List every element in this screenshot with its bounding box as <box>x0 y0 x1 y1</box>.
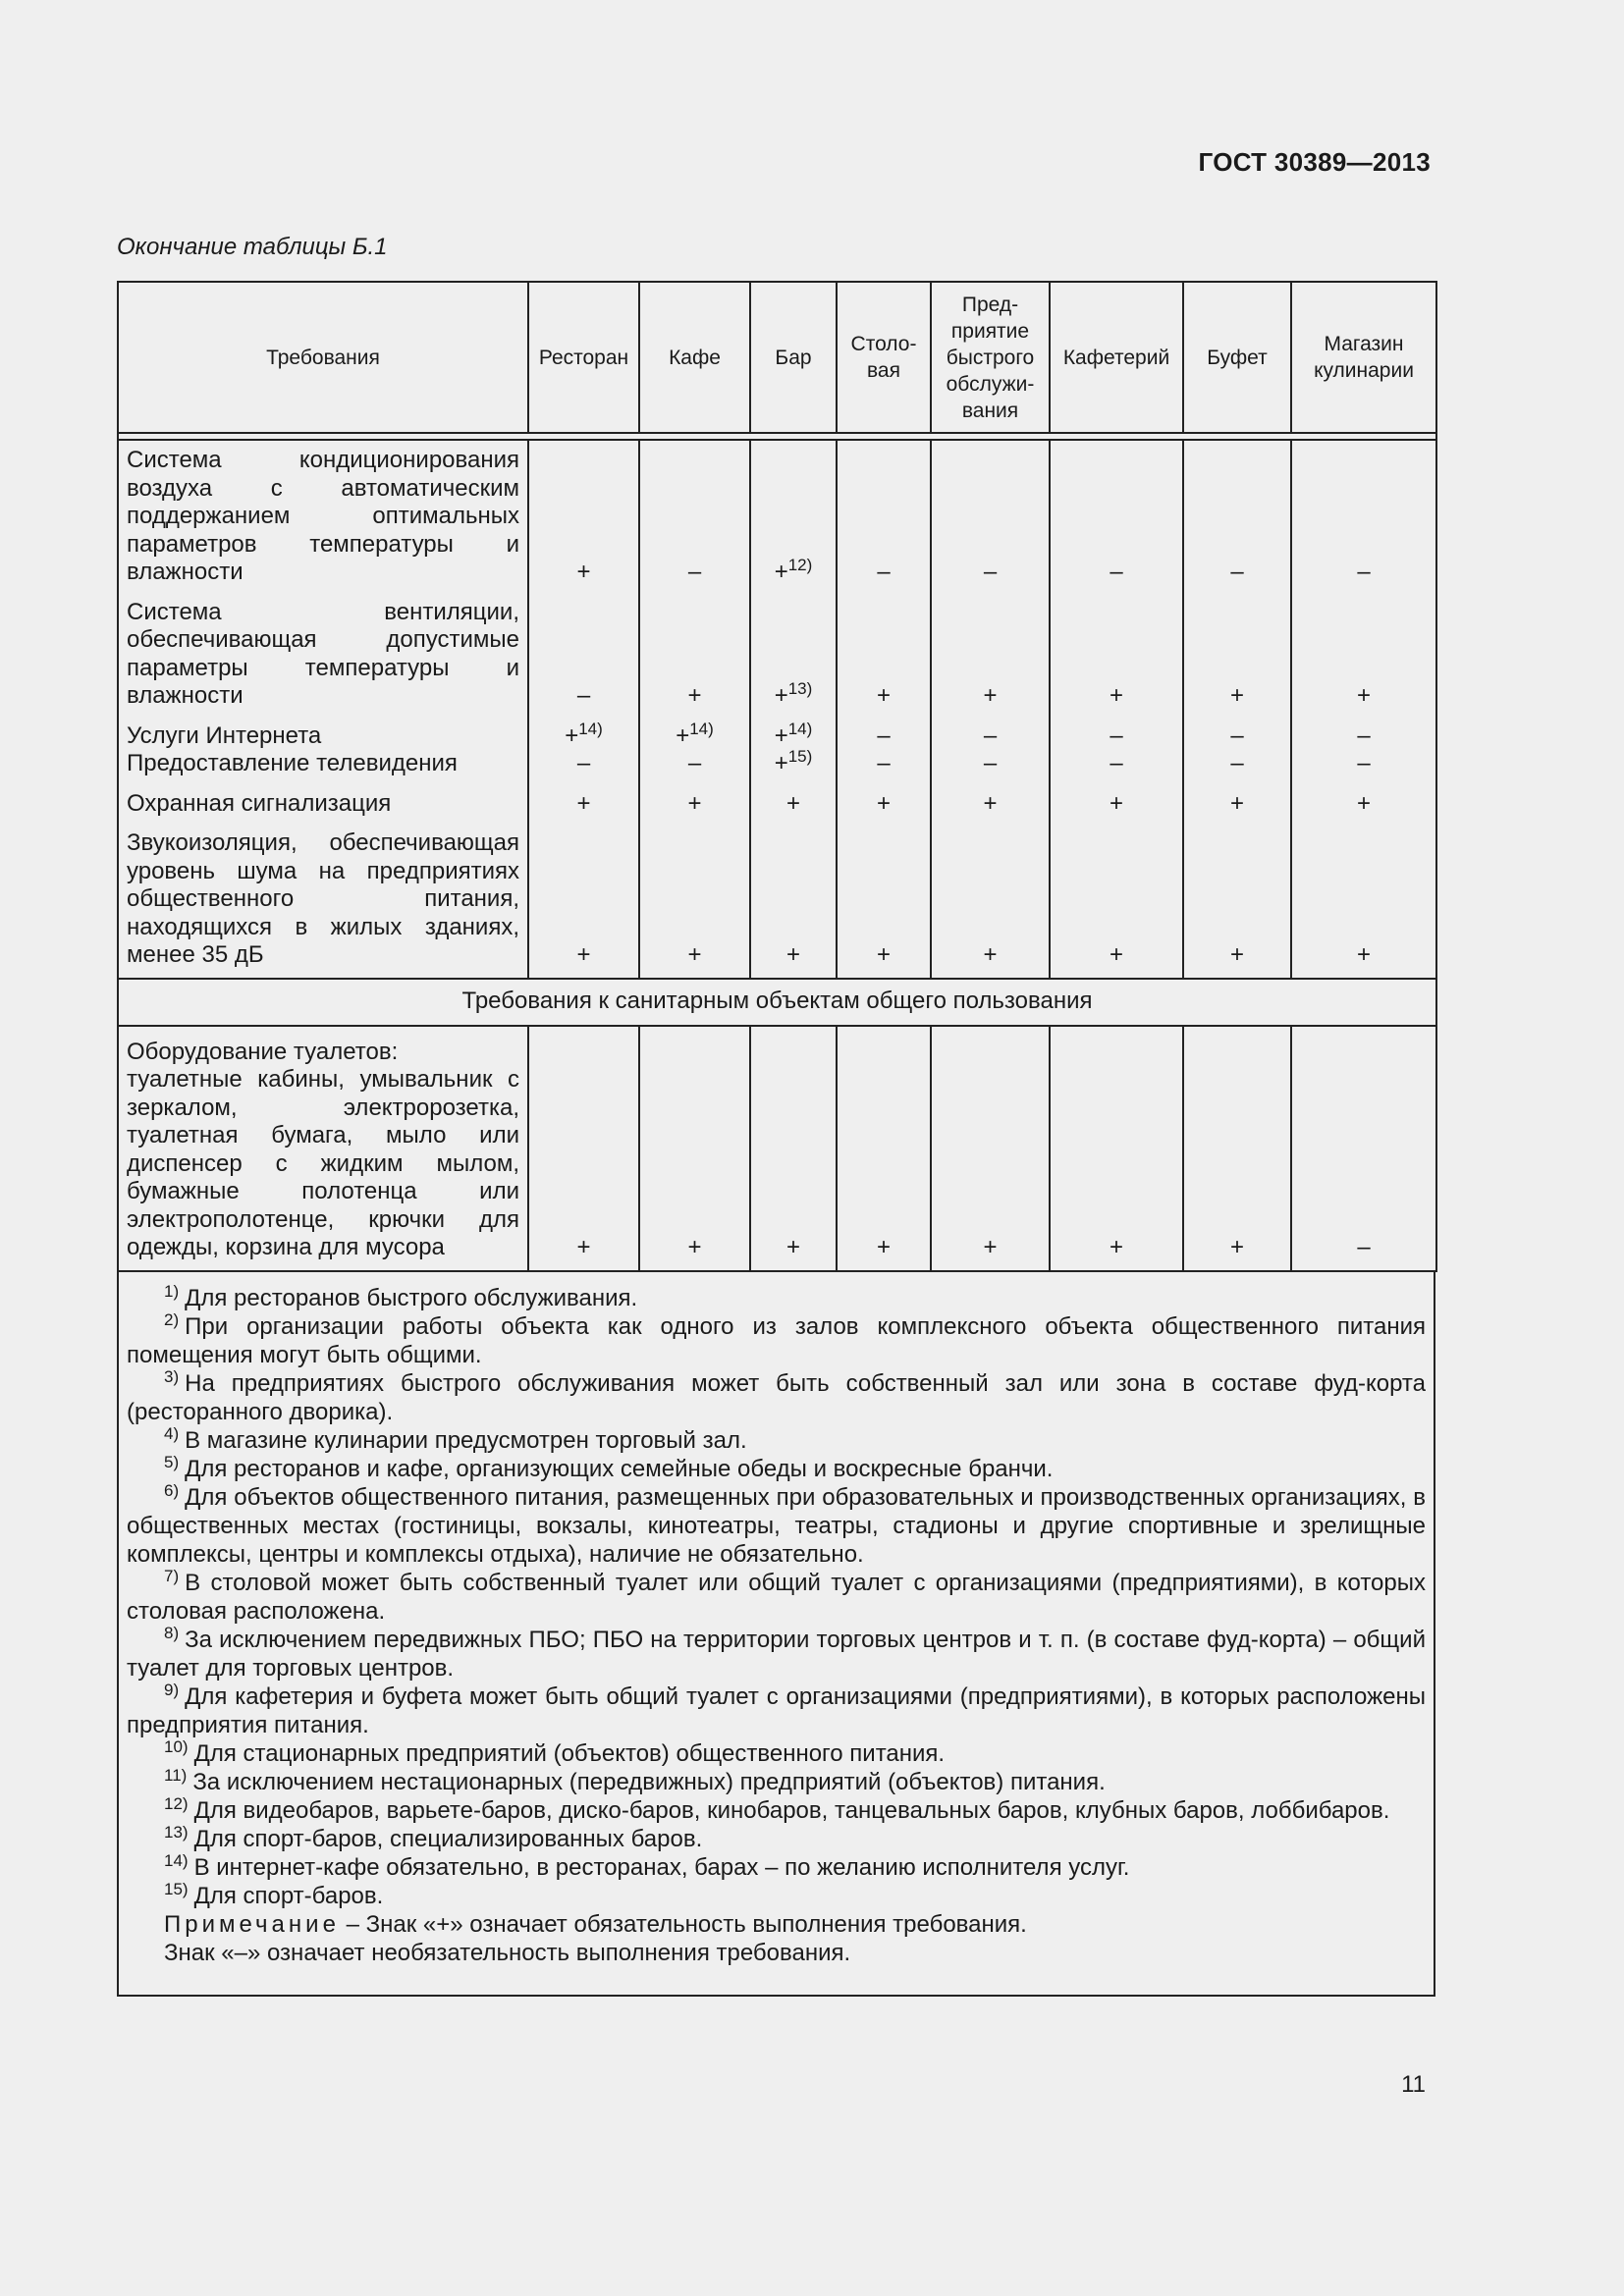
section-title: Требования к санитарным объектам общего пользования <box>118 979 1436 1026</box>
cell-mark: + <box>983 941 998 968</box>
col-header-requirements: Требования <box>118 282 528 433</box>
value-cell-restaurant <box>528 440 639 587</box>
footnote-number: 5) <box>164 1453 180 1471</box>
cell-mark: + <box>983 682 998 709</box>
footnote-text: В столовой может быть собственный туалет или общий туалет с организациями (предприятиями), в которых столовая расположена. <box>127 1570 1426 1625</box>
footnote-text: Для ресторанов и кафе, организующих семейные обеды и воскресные бранчи. <box>185 1456 1054 1482</box>
footnote-text: Для кафетерия и буфета может быть общий туалет с организациями (предприятиями), в которых расположены предприятия питания. <box>127 1683 1426 1738</box>
footnote-number: 4) <box>164 1424 180 1443</box>
cell-mark: – <box>1230 721 1244 749</box>
value-cell-bar <box>750 440 837 587</box>
table-caption: Окончание таблицы Б.1 <box>117 234 388 260</box>
value-cell-cafe <box>639 711 750 751</box>
cell-mark: + <box>1229 941 1244 968</box>
value-cell-canteen <box>837 440 931 587</box>
note-label: Примечание <box>164 1911 340 1938</box>
cell-mark: + <box>785 1234 800 1260</box>
value-cell-fast-food <box>931 711 1050 751</box>
cell-mark: – <box>1357 721 1371 749</box>
footnote-text: Для видеобаров, варьете-баров, диско-баров, кинобаров, танцевальных баров, клубных баров, лоббибаров. <box>193 1797 1390 1824</box>
cell-mark: + <box>687 1234 702 1260</box>
value-cell-restaurant <box>528 778 639 819</box>
value-cell-fast-food <box>931 818 1050 979</box>
requirement-cell: Звукоизоляция, обеспечивающая уровень шума на предприятиях общественного питания, находящихся в жилых зданиях, менее 35 дБ <box>118 818 528 979</box>
footnote-number: 10) <box>164 1737 189 1756</box>
requirement-cell: Услуги Интернета <box>118 711 528 751</box>
cell-mark: + <box>774 682 788 709</box>
col-header-buffet: Буфет <box>1183 282 1291 433</box>
cell-mark: – <box>877 750 891 776</box>
table-row <box>118 818 1436 979</box>
footnotes-block <box>117 1272 1435 1997</box>
footnote-number: 8) <box>164 1624 180 1642</box>
footnote <box>127 1369 1426 1426</box>
requirements-table <box>117 281 1437 1272</box>
cell-mark: + <box>876 682 891 709</box>
value-cell-culinary-shop <box>1291 587 1436 711</box>
cell-mark: – <box>1230 559 1244 585</box>
cell-mark: + <box>1109 789 1123 817</box>
cell-mark: + <box>774 559 788 585</box>
value-cell-bar <box>750 818 837 979</box>
value-cell-bar <box>750 711 837 751</box>
cell-mark: + <box>687 789 702 817</box>
header-row <box>118 282 1436 433</box>
cell-mark: – <box>576 682 591 709</box>
value-cell-culinary-shop <box>1291 711 1436 751</box>
footnote <box>127 1455 1426 1483</box>
value-cell-cafe <box>639 750 750 778</box>
footnote-number: 12) <box>164 1794 189 1813</box>
value-cell-buffet <box>1183 1026 1291 1271</box>
footnote-number: 6) <box>164 1481 180 1500</box>
value-cell-cafe <box>639 440 750 587</box>
cell-mark: – <box>1110 559 1123 585</box>
value-cell-bar <box>750 778 837 819</box>
col-header-canteen: Столо- вая <box>837 282 931 433</box>
value-cell-fast-food <box>931 778 1050 819</box>
cell-mark: – <box>576 750 591 776</box>
cell-mark: + <box>774 750 788 776</box>
value-cell-culinary-shop <box>1291 818 1436 979</box>
value-cell-cafeteria <box>1050 1026 1183 1271</box>
cell-mark: + <box>1229 682 1244 709</box>
col-header-cafe: Кафе <box>639 282 750 433</box>
note-line: Знак «–» означает необязательность выполнения требования. <box>164 1940 851 1966</box>
footnote-ref: 14) <box>578 719 603 738</box>
col-header-fast-food: Пред- приятие быстрого обслужи- вания <box>931 282 1050 433</box>
cell-mark: – <box>1357 559 1371 585</box>
cell-mark: + <box>876 789 891 817</box>
footnote-text: При организации работы объекта как одного из залов комплексного объекта общественного питания помещения могут быть общими. <box>127 1313 1426 1368</box>
requirement-cell: Система кондиционирования воздуха с автоматическим поддержанием оптимальных параметров температуры и влажности <box>118 440 528 587</box>
table-row <box>118 711 1436 751</box>
value-cell-cafe <box>639 818 750 979</box>
cell-mark: + <box>983 789 998 817</box>
value-cell-buffet <box>1183 711 1291 751</box>
table-row <box>118 1026 1436 1271</box>
cell-mark: + <box>785 789 800 817</box>
footnote-text: В интернет-кафе обязательно, в ресторанах, барах – по желанию исполнителя услуг. <box>193 1854 1130 1881</box>
cell-mark: + <box>687 941 702 968</box>
col-header-cafeteria: Кафетерий <box>1050 282 1183 433</box>
footnote <box>127 1312 1426 1369</box>
cell-mark: – <box>877 721 891 749</box>
footnote <box>127 1768 1426 1796</box>
value-cell-fast-food <box>931 440 1050 587</box>
requirement-title: Оборудование туалетов: <box>127 1038 399 1065</box>
value-cell-fast-food <box>931 750 1050 778</box>
cell-mark: + <box>785 941 800 968</box>
footnote-text: Для стационарных предприятий (объектов) общественного питания. <box>193 1740 946 1767</box>
footnote-text: За исключением нестационарных (передвижных) предприятий (объектов) питания. <box>192 1769 1106 1795</box>
footnote <box>127 1825 1426 1853</box>
value-cell-restaurant <box>528 1026 639 1271</box>
cell-mark: + <box>774 721 788 749</box>
value-cell-cafe <box>639 1026 750 1271</box>
footnote-ref: 14) <box>689 719 714 738</box>
cell-mark: – <box>687 559 702 585</box>
cell-mark: – <box>877 559 891 585</box>
value-cell-canteen <box>837 778 931 819</box>
value-cell-restaurant <box>528 750 639 778</box>
footnote-number: 13) <box>164 1823 189 1842</box>
value-cell-canteen <box>837 818 931 979</box>
cell-mark: + <box>1229 1234 1244 1260</box>
cell-mark: + <box>1109 682 1123 709</box>
requirement-cell: Система вентиляции, обеспечивающая допустимые параметры температуры и влажности <box>118 587 528 711</box>
footnote-ref: 13) <box>787 679 813 698</box>
value-cell-restaurant <box>528 587 639 711</box>
footnote-text: На предприятиях быстрого обслуживания может быть собственный зал или зона в составе фуд-корта (ресторанного дворика). <box>127 1370 1426 1425</box>
footnote <box>127 1284 1426 1312</box>
cell-mark: – <box>1357 750 1371 776</box>
cell-mark: + <box>1356 789 1371 817</box>
requirement-cell: Предоставление телевидения <box>118 750 528 778</box>
cell-mark: – <box>1357 1234 1371 1260</box>
value-cell-buffet <box>1183 750 1291 778</box>
cell-mark: + <box>565 721 579 749</box>
value-cell-buffet <box>1183 818 1291 979</box>
footnote <box>127 1483 1426 1569</box>
value-cell-bar <box>750 587 837 711</box>
value-cell-buffet <box>1183 778 1291 819</box>
footnote-number: 14) <box>164 1851 189 1870</box>
footnote-text: Для спорт-баров, специализированных баров. <box>193 1826 703 1852</box>
value-cell-fast-food <box>931 587 1050 711</box>
cell-mark: + <box>1356 682 1371 709</box>
value-cell-buffet <box>1183 587 1291 711</box>
requirement-cell <box>118 1026 528 1271</box>
col-header-bar: Бар <box>750 282 837 433</box>
cell-mark: + <box>983 1234 998 1260</box>
value-cell-canteen <box>837 587 931 711</box>
value-cell-cafeteria <box>1050 440 1183 587</box>
footnote-text: В магазине кулинарии предусмотрен торговый зал. <box>185 1427 747 1454</box>
table-row <box>118 750 1436 778</box>
value-cell-cafeteria <box>1050 750 1183 778</box>
footnote <box>127 1682 1426 1739</box>
cell-mark: – <box>983 750 998 776</box>
value-cell-canteen <box>837 711 931 751</box>
requirement-text: туалетные кабины, умывальник с зеркалом, электророзетка, туалетная бумага, мыло или диспенсер с жидким мылом, бумажные полотенца или электрополотенце, крючки для одежды, корзина для мусора <box>127 1066 519 1260</box>
cell-mark: – <box>1110 721 1123 749</box>
value-cell-cafe <box>639 778 750 819</box>
cell-mark: + <box>576 559 591 585</box>
value-cell-cafeteria <box>1050 778 1183 819</box>
col-header-culinary-shop: Магазин кулинарии <box>1291 282 1436 433</box>
value-cell-buffet <box>1183 440 1291 587</box>
footnote-ref: 14) <box>787 719 813 738</box>
page-number: 11 <box>1401 2071 1426 2098</box>
footnote-number: 11) <box>164 1766 188 1785</box>
footnote-text: За исключением передвижных ПБО; ПБО на территории торговых центров и т. п. (в составе фуд-корта) – общий туалет для торговых центров. <box>127 1627 1426 1682</box>
footnote <box>127 1796 1426 1825</box>
cell-mark: – <box>983 559 998 585</box>
footnote <box>127 1426 1426 1455</box>
footnote <box>127 1569 1426 1626</box>
footnote-number: 9) <box>164 1681 180 1699</box>
value-cell-culinary-shop <box>1291 750 1436 778</box>
footnote <box>127 1853 1426 1882</box>
note-line <box>127 1910 1426 1939</box>
cell-mark: + <box>1109 941 1123 968</box>
footnote-number: 2) <box>164 1310 180 1329</box>
cell-mark: + <box>576 1234 591 1260</box>
value-cell-cafeteria <box>1050 711 1183 751</box>
value-cell-cafeteria <box>1050 818 1183 979</box>
value-cell-bar <box>750 747 837 778</box>
cell-mark: – <box>687 750 702 776</box>
value-cell-restaurant <box>528 711 639 751</box>
footnote-text: Для спорт-баров. <box>193 1883 384 1909</box>
footnote-text: Для ресторанов быстрого обслуживания. <box>185 1285 638 1311</box>
value-cell-bar <box>750 1026 837 1271</box>
col-header-restaurant: Ресторан <box>528 282 639 433</box>
footnote <box>127 1882 1426 1910</box>
footnote-number: 7) <box>164 1567 180 1585</box>
cell-mark: + <box>576 789 591 817</box>
cell-mark: + <box>687 682 702 709</box>
footnote-number: 3) <box>164 1367 180 1386</box>
cell-mark: – <box>983 721 998 749</box>
footnote-text: Для объектов общественного питания, размещенных при образовательных и производственных организациях, в общественных местах (гостиницы, вокзалы, кинотеатры, театры, стадионы и другие спортивные и зрелищные комплексы, центры и комплексы отдыха), наличие не обязательно. <box>127 1484 1426 1568</box>
value-cell-fast-food <box>931 1026 1050 1271</box>
table-row <box>118 440 1436 587</box>
cell-mark: + <box>876 1234 891 1260</box>
value-cell-cafeteria <box>1050 587 1183 711</box>
table-row <box>118 778 1436 819</box>
footnote-number: 1) <box>164 1282 180 1301</box>
footnote-ref: 15) <box>787 747 813 766</box>
value-cell-canteen <box>837 1026 931 1271</box>
footnote <box>127 1626 1426 1682</box>
document-code: ГОСТ 30389—2013 <box>1198 147 1431 177</box>
table-row <box>118 587 1436 711</box>
cell-mark: – <box>1110 750 1123 776</box>
header-gap <box>118 433 1436 440</box>
footnote-number: 15) <box>164 1880 189 1898</box>
cell-mark: + <box>576 941 591 968</box>
requirement-cell: Охранная сигнализация <box>118 778 528 819</box>
footnote-ref: 12) <box>787 556 813 574</box>
value-cell-culinary-shop <box>1291 440 1436 587</box>
footnote <box>127 1739 1426 1768</box>
cell-mark: + <box>1229 789 1244 817</box>
value-cell-cafe <box>639 587 750 711</box>
section-row <box>118 979 1436 1026</box>
note-text: – Знак «+» означает обязательность выполнения требования. <box>339 1911 1027 1938</box>
value-cell-restaurant <box>528 818 639 979</box>
cell-mark: + <box>676 721 690 749</box>
value-cell-culinary-shop <box>1291 1026 1436 1271</box>
cell-mark: + <box>1356 941 1371 968</box>
cell-mark: + <box>1109 1234 1123 1260</box>
value-cell-culinary-shop <box>1291 778 1436 819</box>
cell-mark: + <box>876 941 891 968</box>
value-cell-canteen <box>837 750 931 778</box>
cell-mark: – <box>1230 750 1244 776</box>
